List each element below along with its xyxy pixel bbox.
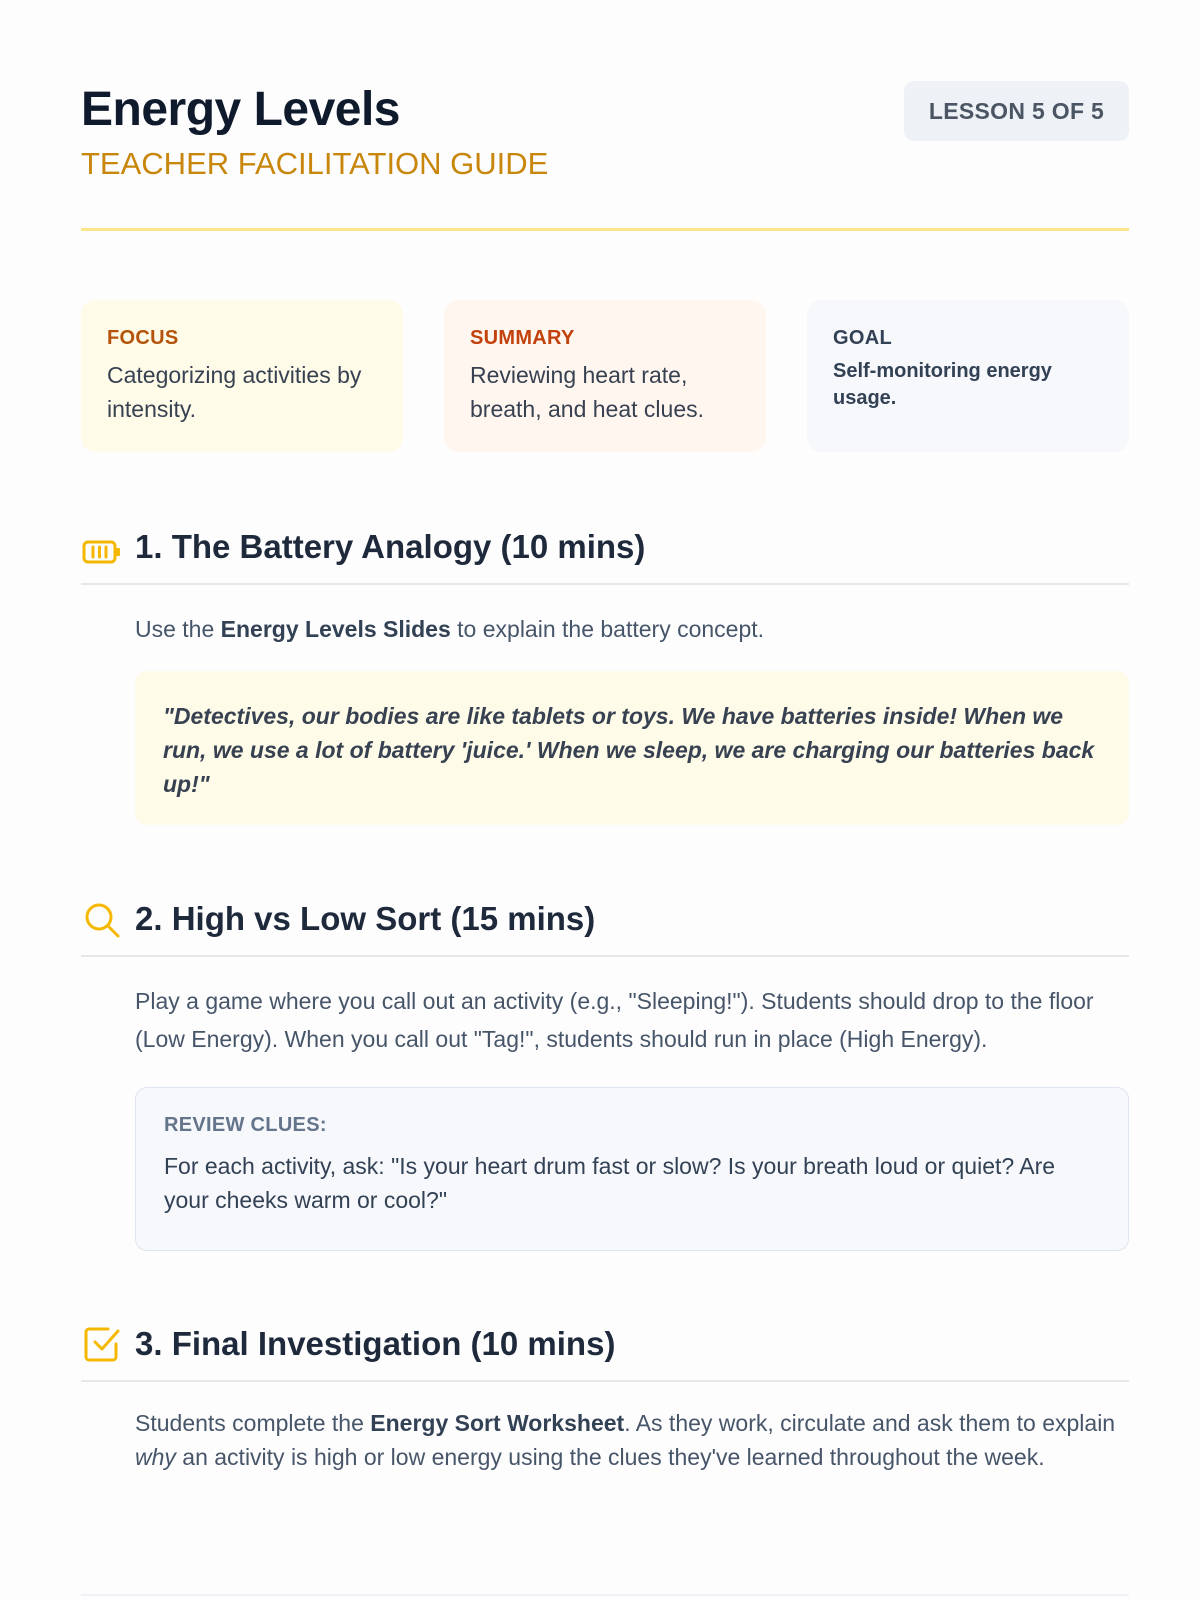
header-divider bbox=[81, 228, 1129, 231]
focus-text: Categorizing activities by intensity. bbox=[107, 362, 362, 422]
focus-label: FOCUS bbox=[107, 327, 179, 349]
goal-card bbox=[807, 300, 1129, 452]
section-2-divider bbox=[81, 955, 1129, 957]
focus-card bbox=[81, 300, 403, 452]
review-clues-label: REVIEW CLUES: bbox=[164, 1114, 327, 1136]
section-1-title: 1. The Battery Analogy (10 mins) bbox=[135, 528, 646, 565]
goal-text: Self-monitoring energy usage. bbox=[833, 360, 1052, 409]
section-1-body: Use the Energy Levels Slides to explain the battery concept. bbox=[135, 616, 765, 642]
page-subtitle: TEACHER FACILITATION GUIDE bbox=[81, 146, 549, 181]
page-title: Energy Levels bbox=[81, 83, 400, 136]
summary-card bbox=[444, 300, 766, 452]
search-icon bbox=[82, 900, 122, 940]
review-clues-text: For each activity, ask: "Is your heart drum fast or slow? Is your breath loud or quiet? Are your cheeks warm or cool?" bbox=[164, 1153, 1056, 1213]
worksheet-reference: Energy Sort Worksheet bbox=[370, 1410, 625, 1436]
teacher-script-quote: "Detectives, our bodies are like tablets or toys. We have batteries inside! When we run, we use a lot of battery 'juice.' When we sleep, we are charging our batteries back up!" bbox=[135, 671, 1129, 825]
section-2-title: 2. High vs Low Sort (15 mins) bbox=[135, 900, 596, 937]
section-3-title: 3. Final Investigation (10 mins) bbox=[135, 1325, 616, 1362]
battery-icon bbox=[82, 532, 122, 572]
section-1-divider bbox=[81, 583, 1129, 585]
slides-reference: Energy Levels Slides bbox=[220, 616, 451, 642]
section-3-divider bbox=[81, 1380, 1129, 1382]
summary-label: SUMMARY bbox=[470, 327, 575, 349]
review-clues-box bbox=[135, 1087, 1129, 1251]
section-3-body: Students complete the Energy Sort Worksheet. As they work, circulate and ask them to explain why an activity is high or low energy using the clues they've learned throughout the week. bbox=[135, 1410, 1116, 1470]
checkbox-icon bbox=[82, 1324, 122, 1364]
summary-text: Reviewing heart rate, breath, and heat clues. bbox=[470, 362, 704, 422]
section-2-body: Play a game where you call out an activity (e.g., "Sleeping!"). Students should drop to the floor (Low Energy). When you call out "Tag!", students should run in place (High Energy). bbox=[135, 988, 1094, 1052]
goal-label: GOAL bbox=[833, 327, 892, 349]
footer-divider bbox=[81, 1594, 1129, 1596]
lesson-badge: LESSON 5 OF 5 bbox=[904, 81, 1129, 141]
